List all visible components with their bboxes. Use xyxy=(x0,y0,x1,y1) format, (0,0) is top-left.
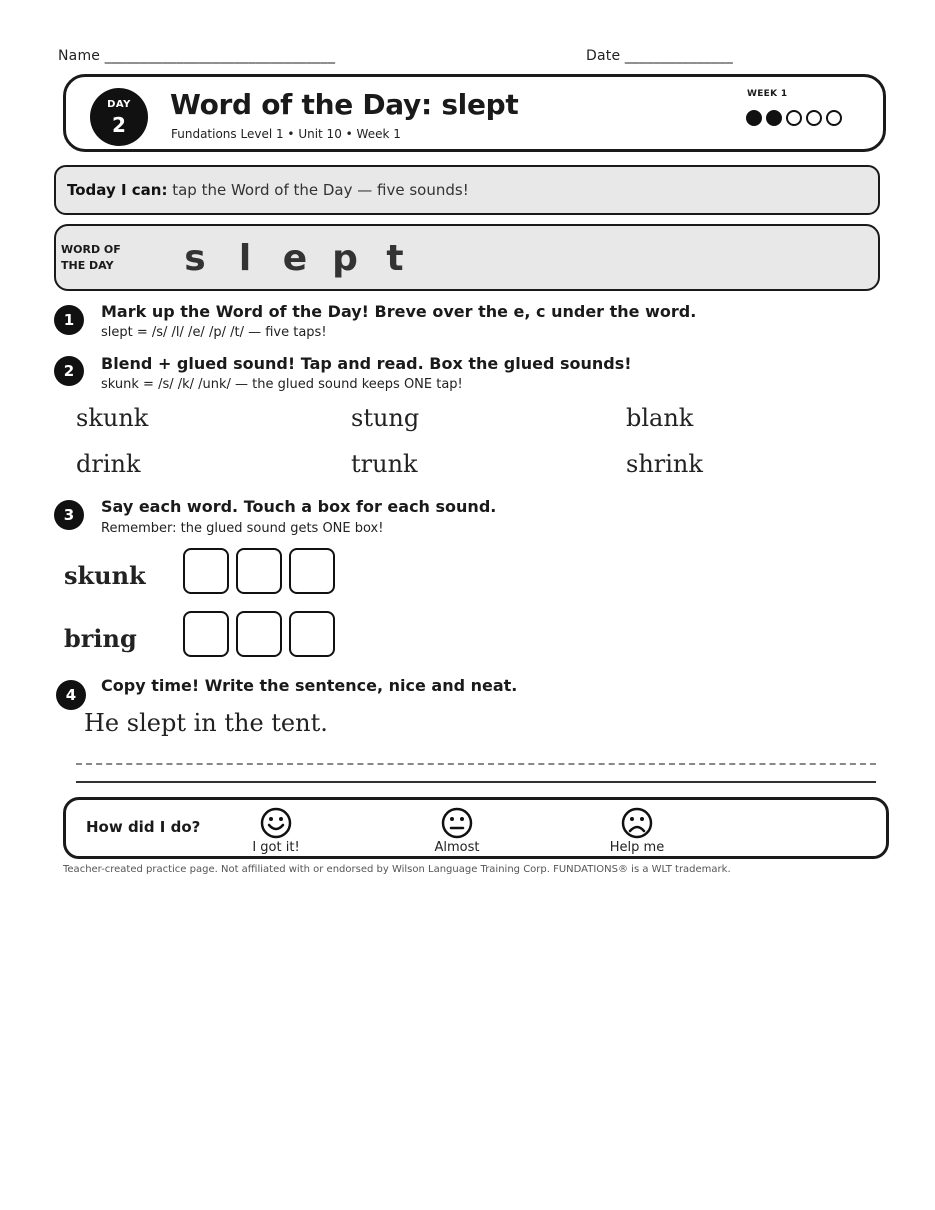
step-2-title: Blend + glued sound! Tap and read. Box the glued sounds! xyxy=(101,354,632,373)
day-badge xyxy=(90,88,148,146)
sound-box[interactable] xyxy=(236,548,282,594)
writing-baseline[interactable] xyxy=(76,781,876,783)
word-item[interactable]: drink xyxy=(76,450,141,478)
sound-box-word: skunk xyxy=(64,561,146,590)
rating-label: Almost xyxy=(434,840,480,855)
word-of-day-box xyxy=(54,224,880,291)
letter: l xyxy=(238,238,252,279)
word-item[interactable]: blank xyxy=(626,404,694,432)
step-4-title: Copy time! Write the sentence, nice and neat. xyxy=(101,676,518,695)
date-field[interactable]: Date _______________ xyxy=(586,48,733,64)
neutral-face-icon[interactable] xyxy=(441,807,473,843)
progress-dot-filled xyxy=(766,110,782,126)
step-3-number: 3 xyxy=(54,500,84,530)
word-of-day-label-line1: WORD OF xyxy=(61,243,121,256)
week-label: WEEK 1 xyxy=(747,89,788,99)
page-subtitle: Fundations Level 1 • Unit 10 • Week 1 xyxy=(171,127,401,141)
word-of-day-label-line2: THE DAY xyxy=(61,259,114,272)
name-field[interactable]: Name ________________________________ xyxy=(58,48,336,64)
step-1-number: 1 xyxy=(54,305,84,335)
sound-box[interactable] xyxy=(183,548,229,594)
letter: s xyxy=(184,238,206,279)
step-4-number: 4 xyxy=(56,680,86,710)
sound-box[interactable] xyxy=(236,611,282,657)
letter: e xyxy=(282,238,308,279)
word-item[interactable]: skunk xyxy=(76,404,149,432)
rating-label: Help me xyxy=(609,840,665,855)
sound-box[interactable] xyxy=(183,611,229,657)
day-label: DAY xyxy=(107,99,131,110)
page-title: Word of the Day: slept xyxy=(170,88,519,121)
step-3-title: Say each word. Touch a box for each sound. xyxy=(101,497,497,516)
smiley-face-icon[interactable] xyxy=(260,807,292,843)
step-2-number: 2 xyxy=(54,356,84,386)
sound-box[interactable] xyxy=(289,548,335,594)
goal-text xyxy=(67,181,469,199)
copy-sentence: He slept in the tent. xyxy=(84,709,328,737)
step-1-sub: slept = /s/ /l/ /e/ /p/ /t/ — five taps! xyxy=(101,325,327,340)
goal-lead: Today I can: xyxy=(67,181,168,199)
word-item[interactable]: shrink xyxy=(626,450,703,478)
letter: t xyxy=(386,238,404,279)
step-2-sub: skunk = /s/ /k/ /unk/ — the glued sound keeps ONE tap! xyxy=(101,377,463,392)
word-of-day-label xyxy=(61,242,121,274)
self-rating-question: How did I do? xyxy=(86,818,201,836)
progress-dot-empty xyxy=(786,110,802,126)
progress-dot-filled xyxy=(746,110,762,126)
step-1-title: Mark up the Word of the Day! Breve over the e, c under the word. xyxy=(101,302,697,321)
writing-midline[interactable] xyxy=(76,763,876,765)
sound-box[interactable] xyxy=(289,611,335,657)
sound-box-word: bring xyxy=(64,624,137,653)
step-3-sub: Remember: the glued sound gets ONE box! xyxy=(101,521,384,536)
letter: p xyxy=(332,238,358,279)
word-item[interactable]: trunk xyxy=(351,450,418,478)
sad-face-icon[interactable] xyxy=(621,807,653,843)
footer-disclaimer: Teacher-created practice page. Not affiliated with or endorsed by Wilson Language Training Corp. FUNDATIONS® is a WLT trademark. xyxy=(63,864,731,875)
word-item[interactable]: stung xyxy=(351,404,420,432)
week-progress-dots xyxy=(746,110,842,126)
progress-dot-empty xyxy=(806,110,822,126)
rating-label: I got it! xyxy=(252,840,300,855)
goal-body: tap the Word of the Day — five sounds! xyxy=(167,181,469,199)
progress-dot-empty xyxy=(826,110,842,126)
word-of-day-letters xyxy=(180,238,410,279)
day-number: 2 xyxy=(112,113,126,137)
